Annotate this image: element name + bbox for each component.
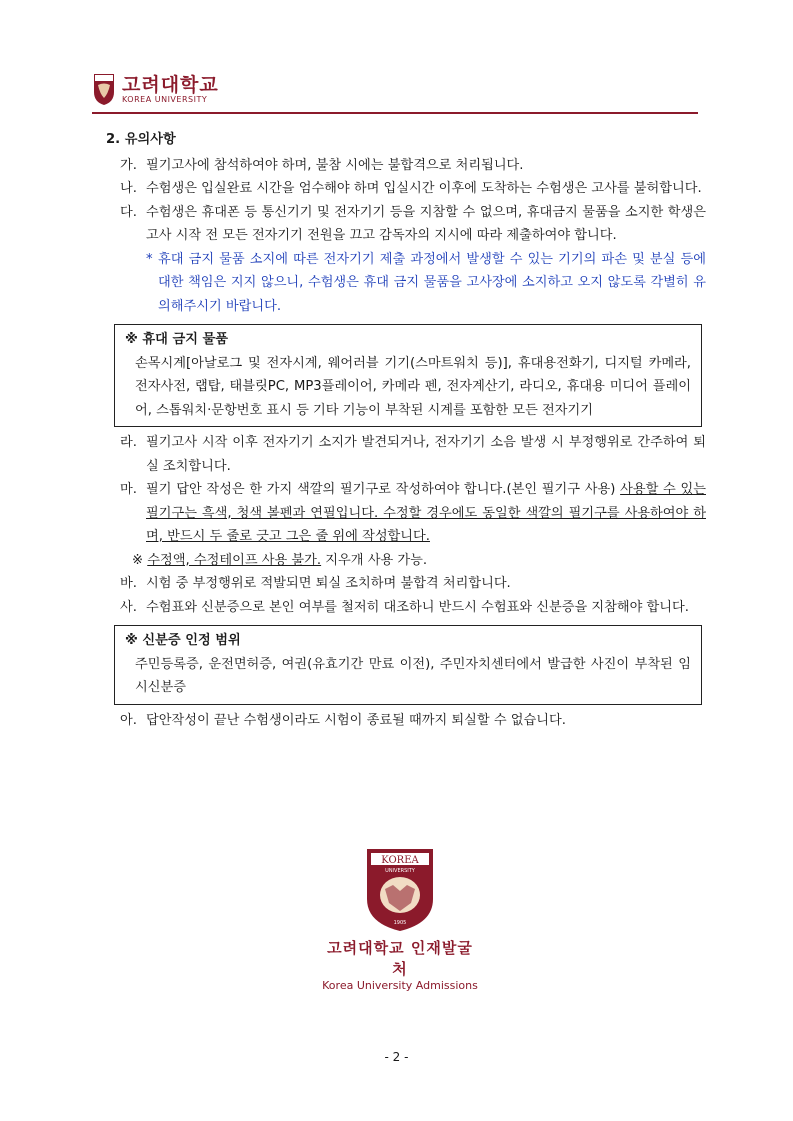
footer-logo: [320, 845, 480, 992]
correction-note: [92, 549, 706, 573]
id-range-box: [114, 625, 702, 705]
notice-content: [92, 128, 706, 732]
item-text: 수험표와 신분증으로 본인 여부를 철저히 대조하니 반드시 수험표와 신분증을 지참해야 합니다.: [146, 599, 689, 615]
item-marker: 나.: [120, 181, 137, 196]
footer-english-name: Korea University Admissions: [322, 979, 478, 992]
emblem-year: 1905: [393, 920, 407, 926]
university-shield-icon: [92, 72, 116, 106]
list-item: [92, 431, 706, 478]
list-item: [92, 201, 706, 248]
item-marker: 마.: [120, 482, 137, 497]
logo-korean-name: 고려대학교: [122, 73, 219, 96]
note-marker: *: [146, 251, 153, 267]
list-item: [92, 177, 706, 201]
page-number: - 2 -: [384, 1050, 409, 1064]
item-text: 수험생은 휴대폰 등 통신기기 및 전자기기 등을 지참할 수 없으며, 휴대금지 물품을 소지한 학생은 고사 시작 전 모든 전자기기 전원을 끄고 감독자의 지시에 따라 제출하여야 합니다.: [146, 204, 706, 243]
footer-korean-name: 고려대학교 인재발굴처: [327, 939, 473, 978]
box-body: 주민등록증, 운전면허증, 여권(유효기간 만료 이전), 주민자치센터에서 발급한 사진이 부착된 임시신분증: [135, 656, 691, 695]
device-liability-note: [92, 248, 706, 319]
logo-english-name: KOREA UNIVERSITY: [122, 94, 208, 104]
item-marker: 아.: [120, 712, 137, 728]
header-logo: [92, 72, 219, 106]
box-body: 손목시계[아날로그 및 전자시계, 웨어러블 기기(스마트워치 등)], 휴대용전화기, 디지털 카메라, 전자사전, 랩탑, 태블릿PC, MP3플레이어, 카메라 펜, 전자계산기, 라디오, 휴대용 미디어 플레이어, 스톱워치·문항번호 표시 등 기타 기능이 부착된 시계를 포함한 모든 전자기기: [135, 355, 691, 418]
box-title: ※ 신분증 인정 범위: [125, 633, 241, 648]
item-text-underlined: 사용할 수 있는 필기구는 흑색, 청색 볼펜과 연필입니다. 수정할 경우에도 동일한 색깔의 필기구를 사용하여야 하며, 반드시 두 줄로 긋고 그은 줄 위에 작성합니다.: [146, 482, 706, 544]
item-text: 필기 답안 작성은 한 가지 색깔의 필기구로 작성하여야 합니다.(본인 필기구 사용): [146, 482, 616, 497]
list-item: [92, 596, 706, 620]
item-marker: 가.: [120, 157, 137, 173]
prohibited-items-box: [114, 324, 702, 427]
item-marker: 사.: [120, 599, 137, 615]
item-marker: 바.: [120, 576, 137, 591]
item-text: 필기고사에 참석하여야 하며, 불참 시에는 불합격으로 처리됩니다.: [146, 157, 524, 173]
list-item: [92, 154, 706, 178]
header-rule: [92, 112, 698, 114]
box-title: ※ 휴대 금지 물품: [125, 332, 229, 347]
item-marker: 라.: [120, 435, 137, 450]
note-rest: 지우개 사용 가능.: [321, 552, 428, 568]
item-text: 시험 중 부정행위로 적발되면 퇴실 조치하며 불합격 처리합니다.: [146, 576, 511, 591]
section-title: 2. 유의사항: [106, 132, 176, 147]
list-item: [92, 478, 706, 549]
item-text: 수험생은 입실완료 시간을 엄수해야 하며 입실시간 이후에 도착하는 수험생은 고사를 불허합니다.: [146, 181, 702, 196]
note-underlined: 수정액, 수정테이프 사용 불가.: [147, 552, 322, 568]
note-marker: ※: [132, 552, 144, 568]
item-text: 답안작성이 끝난 수험생이라도 시험이 종료될 때까지 퇴실할 수 없습니다.: [146, 712, 566, 728]
item-marker: 다.: [120, 204, 137, 220]
tiger-emblem-icon: [363, 845, 437, 933]
list-item: [92, 572, 706, 596]
note-text: 휴대 금지 물품 소지에 따른 전자기기 제출 과정에서 발생할 수 있는 기기의 파손 및 분실 등에 대한 책임은 지지 않으니, 수험생은 휴대 금지 물품을 고사장에 소지하고 오지 않도록 각별히 유의해주시기 바랍니다.: [158, 251, 706, 314]
emblem-top-text: KOREA: [381, 855, 419, 866]
list-item: [92, 709, 706, 733]
emblem-sub-text: UNIVERSITY: [385, 868, 415, 874]
item-text: 필기고사 시작 이후 전자기기 소지가 발견되거나, 전자기기 소음 발생 시 부정행위로 간주하여 퇴실 조치합니다.: [146, 435, 706, 474]
